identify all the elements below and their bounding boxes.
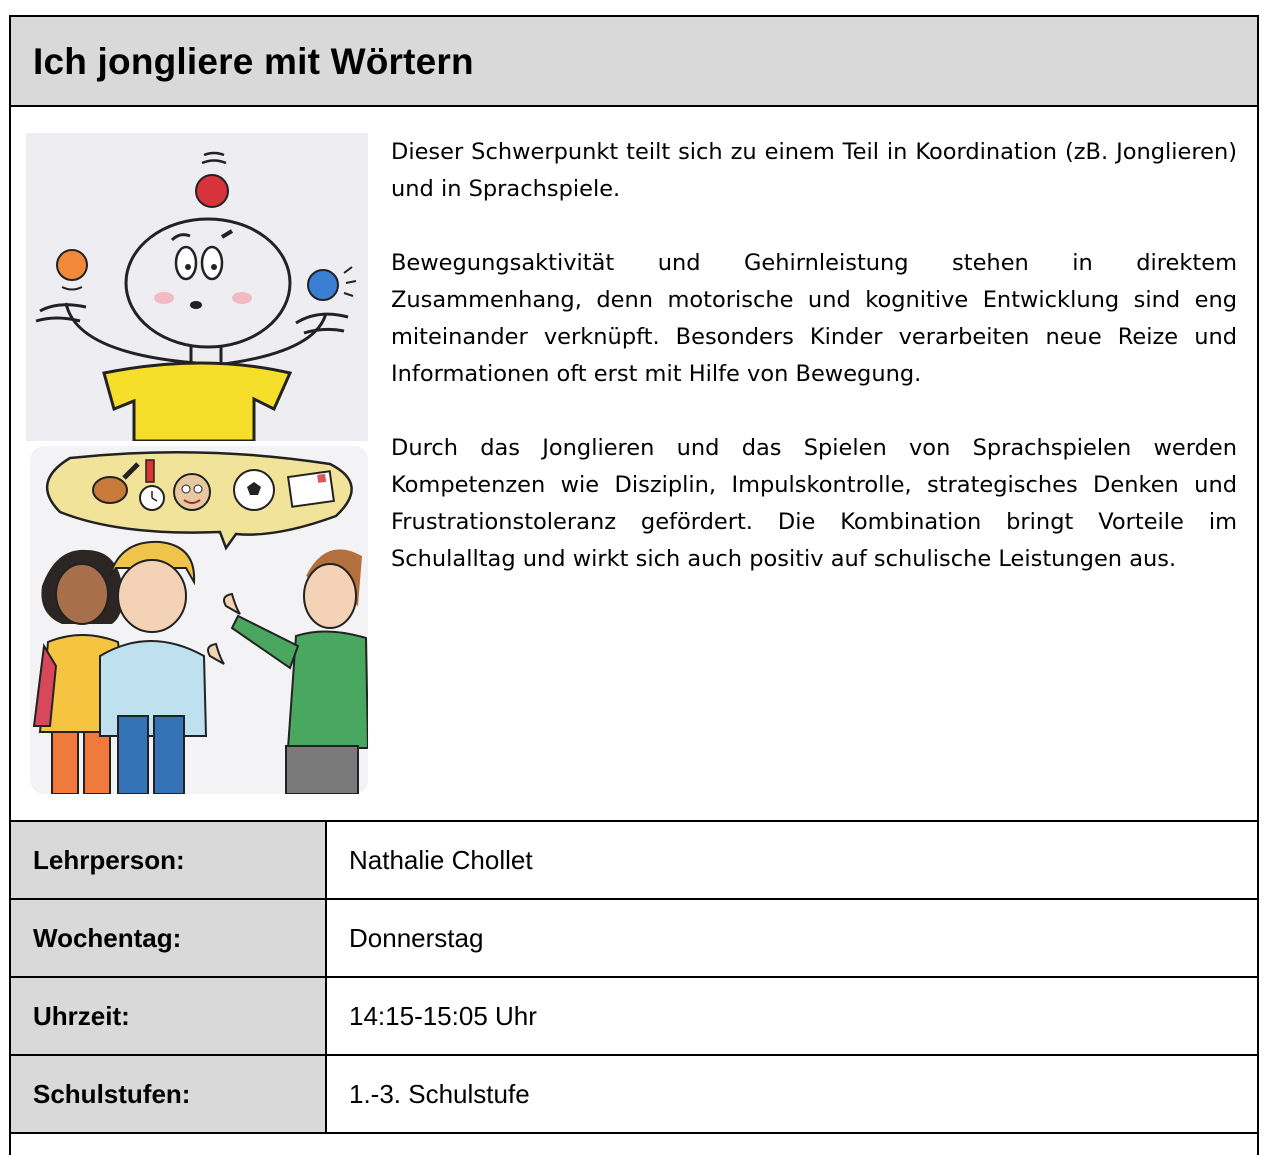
gesturing-boy-figure — [208, 549, 368, 794]
description-paragraph: Durch das Jonglieren und das Spielen von Sprachspielen werden Kompetenzen wie Disziplin, Impulskontrolle, strategisches Denken und Frustrationstoleranz gefördert. Die Kombination bringt Vorteile im Schulalltag und wirkt sich auch positiv auf schulische Leistungen aus. — [391, 435, 1237, 572]
teacher-value: Nathalie Chollet — [326, 821, 1258, 899]
weekday-label: Wochentag: — [10, 899, 326, 977]
time-label: Uhrzeit: — [10, 977, 326, 1055]
page-title: Ich jongliere mit Wörtern — [33, 41, 474, 82]
school-levels-value: 1.-3. Schulstufe — [326, 1055, 1258, 1133]
school-levels-label: Schulstufen: — [10, 1055, 326, 1133]
clown-face-icon — [174, 474, 210, 510]
teacher-label: Lehrperson: — [10, 821, 326, 899]
description — [391, 134, 1237, 615]
weekday-value: Donnerstag — [326, 899, 1258, 977]
children-talking-illustration — [30, 446, 368, 794]
juggler-illustration — [26, 133, 368, 441]
description-paragraph: Dieser Schwerpunkt teilt sich zu einem Teil in Koordination (zB. Jonglieren) und in Sprachspiele. — [391, 139, 1237, 202]
table-row — [10, 899, 1258, 977]
soccer-ball-icon — [234, 470, 274, 510]
table-row — [10, 977, 1258, 1055]
orange-ball — [57, 250, 87, 280]
title-bar — [11, 17, 1257, 107]
envelope-icon — [288, 471, 334, 507]
blue-ball — [308, 270, 338, 300]
time-value: 14:15-15:05 Uhr — [326, 977, 1258, 1055]
info-table — [9, 820, 1259, 1134]
red-ball — [196, 175, 228, 207]
table-row — [10, 821, 1258, 899]
description-paragraph: Bewegungsaktivität und Gehirnleistung stehen in direktem Zusammenhang, denn motorische und kognitive Entwicklung sind eng miteinander verknüpft. Besonders Kinder verarbeiten neue Reize und Informationen oft erst mit Hilfe von Bewegung. — [391, 250, 1237, 387]
table-row — [10, 1055, 1258, 1133]
